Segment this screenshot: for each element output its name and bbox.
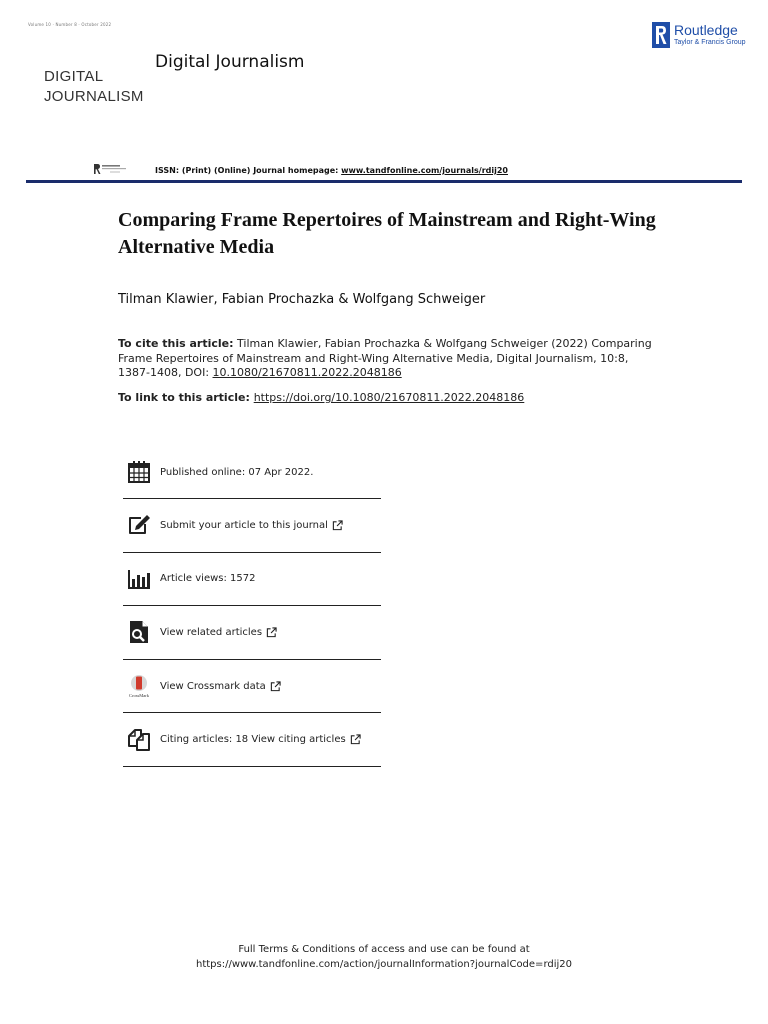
routledge-mini-logo-icon [93, 163, 129, 175]
calendar-icon [127, 460, 151, 484]
publisher-subtitle: Taylor & Francis Group [674, 39, 746, 46]
article-views-item [123, 553, 381, 607]
citing-articles-text: Citing articles: 18 View citing articles [160, 734, 346, 746]
related-articles-item[interactable] [123, 606, 381, 660]
cite-label: To cite this article: [118, 337, 234, 350]
article-link-line [118, 391, 524, 404]
citation-block [118, 337, 658, 381]
journal-name: Digital Journalism [155, 52, 305, 72]
citing-articles-item[interactable] [123, 713, 381, 767]
external-link-icon [332, 520, 343, 531]
crossmark-item[interactable] [123, 660, 381, 714]
article-doi-url[interactable]: https://doi.org/10.1080/21670811.2022.2048186 [253, 391, 525, 404]
external-link-icon [266, 627, 277, 638]
external-link-icon [270, 681, 281, 692]
crossmark-icon-label: CrossMark [129, 693, 149, 699]
published-online-item [123, 446, 381, 499]
external-link-icon [350, 734, 361, 745]
cover-title-line2: JOURNALISM [44, 88, 144, 105]
publisher-name: Routledge [674, 22, 738, 38]
citing-documents-icon [127, 728, 151, 752]
footer-terms-link[interactable]: https://www.tandfonline.com/action/journalInformation?journalCode=rdij20 [195, 959, 573, 970]
footer-line1: Full Terms & Conditions of access and use can be found at [238, 944, 530, 955]
crossmark-text: View Crossmark data [160, 680, 266, 692]
publisher-logo[interactable] [652, 22, 746, 48]
bar-chart-icon [127, 567, 151, 591]
journal-cover-title [44, 67, 144, 107]
submit-article-item[interactable] [123, 499, 381, 553]
submit-article-text: Submit your article to this journal [160, 519, 328, 531]
cover-title-line1: DIGITAL [44, 68, 104, 85]
related-articles-text: View related articles [160, 626, 263, 638]
article-info-list [123, 446, 381, 767]
article-title: Comparing Frame Repertoires of Mainstream and Right-Wing Alternative Media [118, 209, 656, 258]
routledge-r-icon [652, 22, 670, 48]
terms-footer [0, 942, 768, 972]
cite-text: Tilman Klawier, Fabian Prochazka & Wolfgang Schweiger (2022) Comparing Frame Repertoires of Mainstream and Right-Wing Alternative Media, Digital Journalism, 10:8, 1387-1408, DOI: [118, 337, 652, 379]
link-label: To link to this article: [118, 391, 254, 404]
issn-text: ISSN: (Print) (Online) Journal homepage: [155, 166, 342, 175]
document-search-icon [127, 620, 151, 644]
issn-line [155, 166, 508, 175]
journal-homepage-link[interactable]: www.tandfonline.com/journals/rdij20 [341, 166, 508, 175]
published-online-text: Published online: 07 Apr 2022. [160, 466, 314, 478]
article-authors: Tilman Klawier, Fabian Prochazka & Wolfgang Schweiger [118, 292, 486, 307]
article-views-text: Article views: 1572 [160, 573, 256, 585]
edit-pencil-icon [127, 513, 151, 537]
doi-link[interactable]: 10.1080/21670811.2022.2048186 [212, 366, 402, 379]
header-divider [26, 180, 742, 183]
crossmark-icon [127, 674, 151, 698]
volume-line: Volume 10 · Number 8 · October 2022 [28, 22, 112, 27]
